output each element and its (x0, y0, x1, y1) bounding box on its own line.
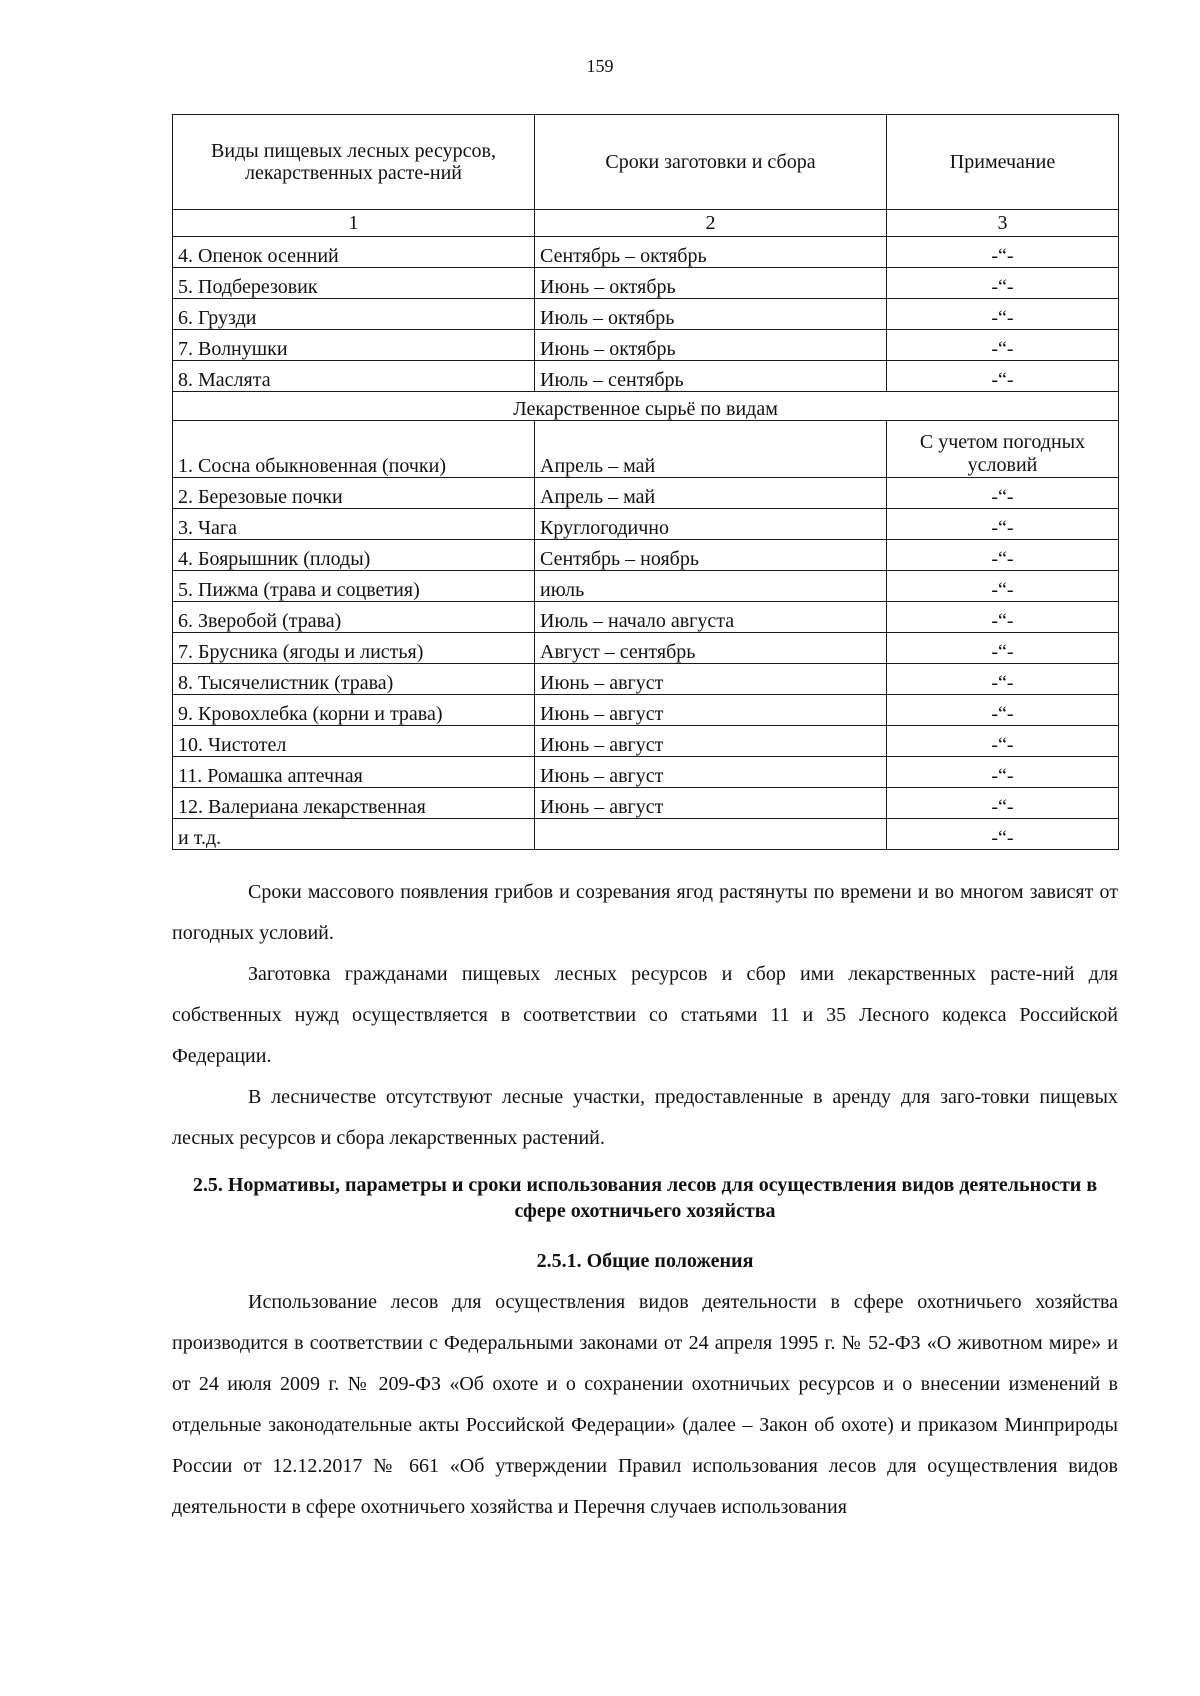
note-cell: -“- (887, 478, 1119, 509)
harvest-period-cell: Июнь – август (535, 695, 887, 726)
table-row (173, 571, 1119, 602)
table-row (173, 299, 1119, 330)
column-number: 1 (173, 210, 535, 237)
note-cell: -“- (887, 268, 1119, 299)
paragraph: В лесничестве отсутствуют лесные участки, предоставленные в аренду для заго-товки пищевых лесных ресурсов и сбора лекарственных растений. (172, 1086, 1118, 1149)
note-cell: -“- (887, 237, 1119, 268)
harvest-period-cell: Июнь – октябрь (535, 268, 887, 299)
table-row (173, 788, 1119, 819)
note-cell: -“- (887, 633, 1119, 664)
note-cell: -“- (887, 664, 1119, 695)
resource-name-cell: 5. Подберезовик (173, 268, 535, 299)
resource-name-cell: 3. Чага (173, 509, 535, 540)
paragraph: Заготовка гражданами пищевых лесных ресурсов и сбор ими лекарственных расте-ний для собственных нужд осуществляется в соответствии со статьями 11 и 35 Лесного кодекса Российской Федерации. (172, 963, 1118, 1067)
table-row (173, 695, 1119, 726)
column-number: 2 (535, 210, 887, 237)
note-cell: С учетом погодных условий (887, 421, 1119, 478)
harvest-period-cell: Апрель – май (535, 478, 887, 509)
resource-name-cell: 9. Кровохлебка (корни и трава) (173, 695, 535, 726)
section-title-row (173, 392, 1119, 421)
table-row (173, 509, 1119, 540)
table-row (173, 540, 1119, 571)
table-row (173, 602, 1119, 633)
note-cell: -“- (887, 695, 1119, 726)
note-cell: -“- (887, 571, 1119, 602)
harvest-period-cell: Август – сентябрь (535, 633, 887, 664)
harvest-period-cell: июль (535, 571, 887, 602)
harvest-period-cell: Июнь – август (535, 757, 887, 788)
harvest-period-cell: Сентябрь – октябрь (535, 237, 887, 268)
note-cell: -“- (887, 299, 1119, 330)
table-row (173, 478, 1119, 509)
harvest-period-cell: Сентябрь – ноябрь (535, 540, 887, 571)
table-row (173, 330, 1119, 361)
note-cell: -“- (887, 361, 1119, 392)
resource-name-cell: 6. Грузди (173, 299, 535, 330)
table-row (173, 361, 1119, 392)
resource-name-cell: 4. Боярышник (плоды) (173, 540, 535, 571)
harvest-period-cell: Июль – сентябрь (535, 361, 887, 392)
table-row (173, 237, 1119, 268)
resource-name-cell: 7. Брусника (ягоды и листья) (173, 633, 535, 664)
resource-name-cell: 2. Березовые почки (173, 478, 535, 509)
note-cell: -“- (887, 726, 1119, 757)
note-cell: -“- (887, 509, 1119, 540)
table-row (173, 819, 1119, 850)
resource-name-cell: и т.д. (173, 819, 535, 850)
table-body (173, 210, 1119, 850)
table-header-row (173, 115, 1119, 210)
note-cell: -“- (887, 757, 1119, 788)
harvest-period-cell: Июнь – август (535, 726, 887, 757)
section-title-medicinal: Лекарственное сырьё по видам (173, 392, 1119, 421)
header-harvest-period: Сроки заготовки и сбора (535, 115, 887, 210)
table-row (173, 633, 1119, 664)
header-resource-type: Виды пищевых лесных ресурсов, лекарственных расте-ний (173, 115, 535, 210)
note-cell: -“- (887, 602, 1119, 633)
note-cell: -“- (887, 819, 1119, 850)
harvest-period-cell (535, 819, 887, 850)
harvest-period-cell: Июль – октябрь (535, 299, 887, 330)
note-cell: -“- (887, 330, 1119, 361)
table-row (173, 421, 1119, 478)
note-cell: -“- (887, 540, 1119, 571)
resource-name-cell: 8. Тысячелистник (трава) (173, 664, 535, 695)
resource-name-cell: 6. Зверобой (трава) (173, 602, 535, 633)
resource-name-cell: 1. Сосна обыкновенная (почки) (173, 421, 535, 478)
subsection-heading: 2.5.1. Общие положения (536, 1250, 754, 1272)
header-note: Примечание (887, 115, 1119, 210)
paragraphs-block-2 (172, 1282, 1118, 1528)
page-number: 159 (586, 56, 614, 76)
harvest-schedule-table (172, 114, 1119, 850)
resource-name-cell: 10. Чистотел (173, 726, 535, 757)
resource-name-cell: 12. Валериана лекарственная (173, 788, 535, 819)
column-number: 3 (887, 210, 1119, 237)
harvest-period-cell: Круглогодично (535, 509, 887, 540)
resource-name-cell: 7. Волнушки (173, 330, 535, 361)
section-heading: 2.5. Нормативы, параметры и сроки использования лесов для осуществления видов деятельности в сфере охотничьего хозяйства (192, 1174, 1098, 1222)
note-cell: -“- (887, 788, 1119, 819)
table-row (173, 664, 1119, 695)
table-row (173, 757, 1119, 788)
resource-name-cell: 8. Маслята (173, 361, 535, 392)
paragraph: Использование лесов для осуществления видов деятельности в сфере охотничьего хозяйства производится в соответствии с Федеральными законами от 24 апреля 1995 г. № 52-ФЗ «О животном мире» и от 24 июля 2009 г. № 209-ФЗ «Об охоте и о сохранении охотничьих ресурсов и о внесении изменений в отдельные законодательные акты Российской Федерации» (далее – Закон об охоте) и приказом Минприроды России от 12.12.2017 № 661 «Об утверждении Правил использования лесов для осуществления видов деятельности в сфере охотничьего хозяйства и Перечня случаев использования (172, 1291, 1118, 1518)
column-number-row (173, 210, 1119, 237)
table-row (173, 268, 1119, 299)
paragraphs-block-1 (172, 872, 1118, 1159)
resource-name-cell: 4. Опенок осенний (173, 237, 535, 268)
harvest-period-cell: Июль – начало августа (535, 602, 887, 633)
harvest-period-cell: Июнь – август (535, 664, 887, 695)
resource-name-cell: 11. Ромашка аптечная (173, 757, 535, 788)
harvest-period-cell: Апрель – май (535, 421, 887, 478)
table-row (173, 726, 1119, 757)
paragraph: Сроки массового появления грибов и созревания ягод растянуты по времени и во многом зависят от погодных условий. (172, 881, 1118, 944)
harvest-period-cell: Июнь – август (535, 788, 887, 819)
harvest-period-cell: Июнь – октябрь (535, 330, 887, 361)
resource-name-cell: 5. Пижма (трава и соцветия) (173, 571, 535, 602)
